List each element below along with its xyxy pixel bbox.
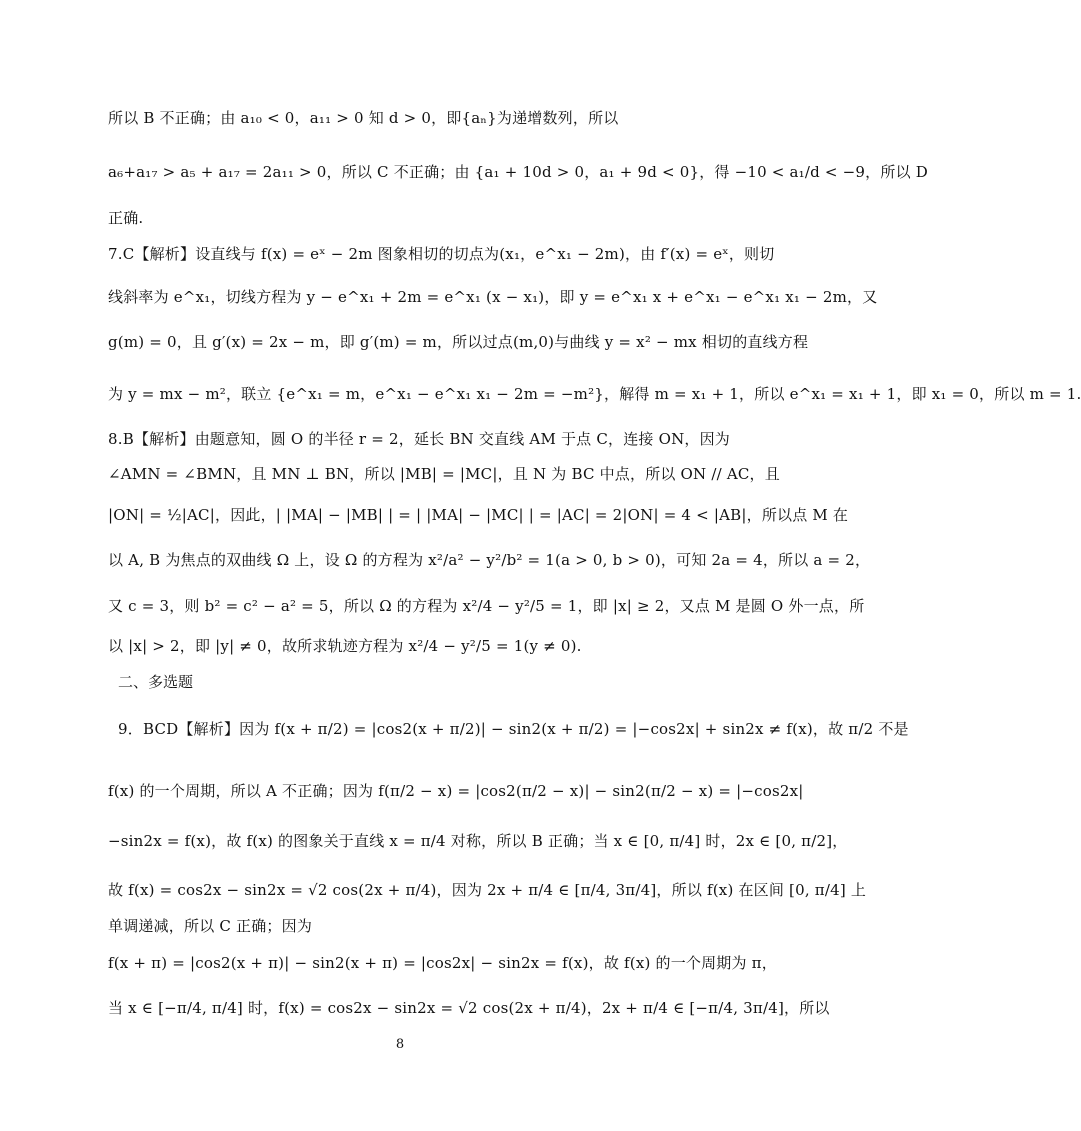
text-line: 7.C【解析】设直线与 f(x) = eˣ − 2m 图象相切的切点为(x₁，e^x₁ − 2m)，由 f′(x) = eˣ，则切 [108, 245, 775, 263]
text-line: 以 |x| > 2，即 |y| ≠ 0，故所求轨迹方程为 x²/4 − y²/5 = 1(y ≠ 0). [108, 637, 582, 655]
text-line: 单调递减，所以 C 正确；因为 [108, 917, 313, 935]
text-line: 以 A, B 为焦点的双曲线 Ω 上，设 Ω 的方程为 x²/a² − y²/b² = 1(a > 0, b > 0)，可知 2a = 4，所以 a = 2， [108, 551, 871, 569]
text-line: 为 y = mx − m²，联立 {e^x₁ = m，e^x₁ − e^x₁ x₁ − 2m = −m²}，解得 m = x₁ + 1，所以 e^x₁ = x₁ + 1，即 x₁ = 0，所以 m = 1. [108, 385, 1081, 403]
text-line: 当 x ∈ [−π/4, π/4] 时，f(x) = cos2x − sin2x = √2 cos(2x + π/4)，2x + π/4 ∈ [−π/4, 3π/4]，所以 [108, 999, 830, 1017]
text-line: 故 f(x) = cos2x − sin2x = √2 cos(2x + π/4)，因为 2x + π/4 ∈ [π/4, 3π/4]，所以 f(x) 在区间 [0, π/4] 上 [108, 881, 867, 899]
page-number: 8 [395, 1037, 405, 1052]
text-line: |ON| = ½|AC|，因此，| |MA| − |MB| | = | |MA| − |MC| | = |AC| = 2|ON| = 4 < |AB|，所以点 M 在 [108, 506, 849, 524]
text-line: g(m) = 0，且 g′(x) = 2x − m，即 g′(m) = m，所以过点(m,0)与曲线 y = x² − mx 相切的直线方程 [108, 333, 809, 351]
text-line: a₆+a₁₇ > a₅ + a₁₇ = 2a₁₁ > 0，所以 C 不正确；由 {a₁ + 10d > 0，a₁ + 9d < 0}，得 −10 < a₁/d < −9，所以 D [108, 163, 928, 181]
text-line: 线斜率为 e^x₁，切线方程为 y − e^x₁ + 2m = e^x₁ (x − x₁)，即 y = e^x₁ x + e^x₁ − e^x₁ x₁ − 2m，又 [108, 288, 878, 306]
section-title: 二、多选题 [118, 673, 194, 691]
text-line: 9．BCD【解析】因为 f(x + π/2) = |cos2(x + π/2)| − sin2(x + π/2) = |−cos2x| + sin2x ≠ f(x)，故 π/2 不是 [118, 720, 909, 738]
text-line: 8.B【解析】由题意知，圆 O 的半径 r = 2，延长 BN 交直线 AM 于点 C，连接 ON，因为 [108, 430, 731, 448]
text-line: 所以 B 不正确；由 a₁₀ < 0，a₁₁ > 0 知 d > 0，即{aₙ}为递增数列，所以 [108, 109, 619, 127]
text-line: f(x) 的一个周期，所以 A 不正确；因为 f(π/2 − x) = |cos2(π/2 − x)| − sin2(π/2 − x) = |−cos2x| [108, 782, 804, 800]
text-line: 又 c = 3，则 b² = c² − a² = 5，所以 Ω 的方程为 x²/4 − y²/5 = 1，即 |x| ≥ 2，又点 M 是圆 O 外一点，所 [108, 597, 865, 615]
text-line: ∠AMN = ∠BMN，且 MN ⊥ BN，所以 |MB| = |MC|，且 N 为 BC 中点，所以 ON // AC，且 [108, 465, 780, 483]
text-line: −sin2x = f(x)，故 f(x) 的图象关于直线 x = π/4 对称，所以 B 正确；当 x ∈ [0, π/4] 时，2x ∈ [0, π/2]， [108, 832, 848, 850]
text-line: f(x + π) = |cos2(x + π)| − sin2(x + π) = |cos2x| − sin2x = f(x)，故 f(x) 的一个周期为 π， [108, 954, 777, 972]
text-line: 正确. [108, 209, 144, 227]
